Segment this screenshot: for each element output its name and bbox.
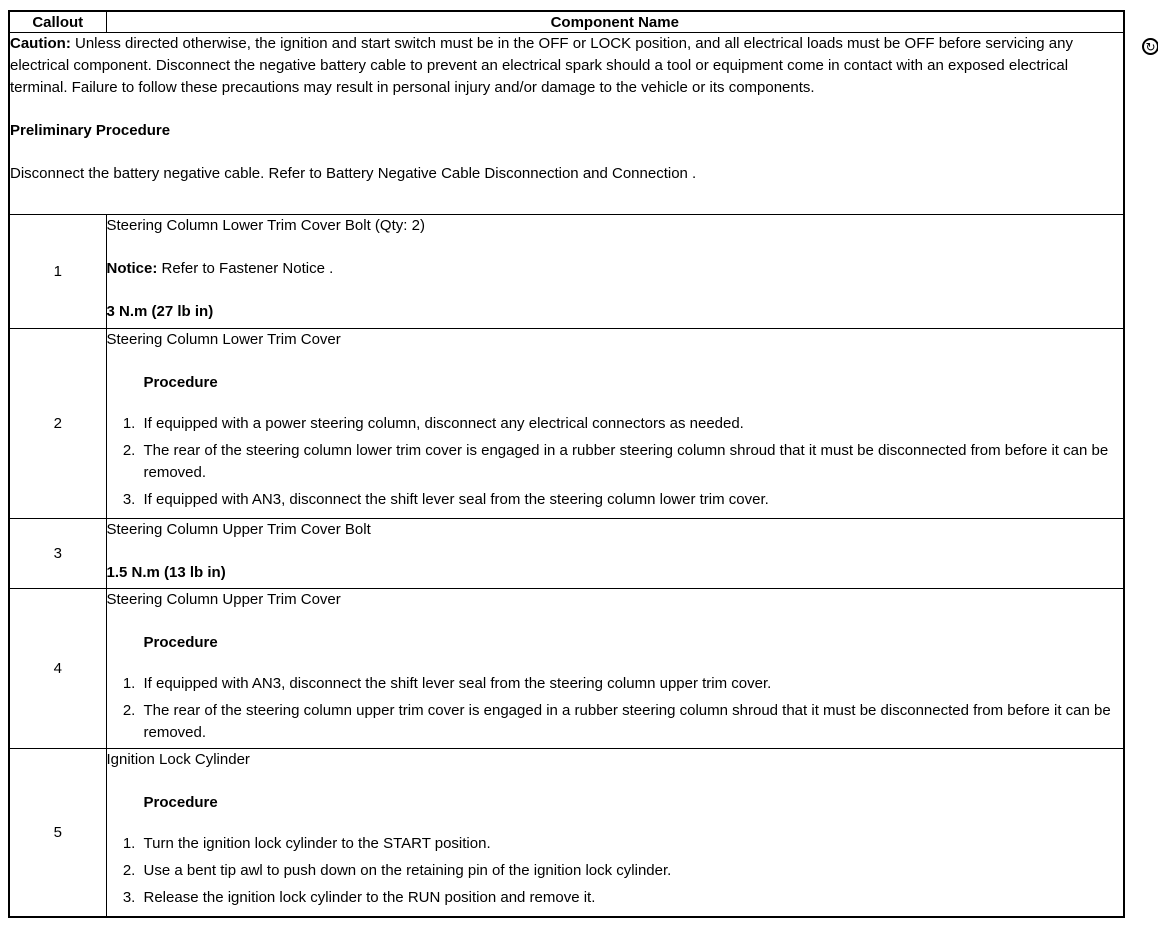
table-row-3 — [9, 519, 1124, 589]
callout-cell-3: 3 — [9, 519, 106, 589]
procedure-steps — [107, 833, 1124, 909]
callout-cell-2: 2 — [9, 329, 106, 519]
torque-spec: 3 N.m (27 lb in) — [106, 303, 214, 320]
notice-text: Refer to Fastener Notice . — [157, 260, 334, 277]
caution-paragraph — [10, 33, 1123, 99]
component-cell-2 — [106, 329, 1124, 519]
procedure-step: 3. Release the ignition lock cylinder to the RUN position and remove it. — [140, 887, 1124, 909]
component-title: Steering Column Lower Trim Cover Bolt (Qty: 2) — [106, 217, 425, 234]
component-cell-1 — [106, 215, 1124, 329]
procedure-heading: Procedure — [143, 634, 218, 651]
callout-cell-5: 5 — [9, 749, 106, 917]
caution-cell — [9, 33, 1124, 215]
procedure-step: 3. If equipped with AN3, disconnect the shift lever seal from the steering column lower trim cover. — [140, 489, 1124, 511]
caution-label: Caution: — [10, 35, 71, 52]
notice-label: Notice: — [106, 260, 158, 277]
procedure-steps — [107, 413, 1124, 511]
component-title: Steering Column Upper Trim Cover — [106, 591, 341, 608]
table-row-5 — [9, 749, 1124, 917]
procedure-step: 2. The rear of the steering column upper trim cover is engaged in a rubber steering column shroud that it must be disconnected from before it can be removed. — [140, 700, 1124, 744]
circled-rotate-icon-glyph: ↻ — [1145, 39, 1156, 54]
table-row-1 — [9, 215, 1124, 329]
procedure-heading: Procedure — [143, 374, 218, 391]
table-header-row — [9, 11, 1124, 33]
caution-row — [9, 33, 1124, 215]
callout-column-header: Callout — [9, 11, 106, 33]
table-row-4 — [9, 589, 1124, 749]
notice-line — [107, 258, 1124, 280]
procedure-step: 1. If equipped with AN3, disconnect the shift lever seal from the steering column upper trim cover. — [140, 673, 1124, 695]
component-table — [8, 10, 1125, 918]
table-row-2 — [9, 329, 1124, 519]
component-cell-3 — [106, 519, 1124, 589]
component-title: Steering Column Lower Trim Cover — [106, 331, 341, 348]
procedure-step: 2. Use a bent tip awl to push down on the retaining pin of the ignition lock cylinder. — [140, 860, 1124, 882]
component-name-column-header: Component Name — [106, 11, 1124, 33]
procedure-step: 1. Turn the ignition lock cylinder to the START position. — [140, 833, 1124, 855]
preliminary-procedure-text: Disconnect the battery negative cable. Refer to Battery Negative Cable Disconnection and Connection . — [10, 165, 697, 182]
procedure-steps — [107, 673, 1124, 744]
caution-text: Unless directed otherwise, the ignition and start switch must be in the OFF or LOCK position, and all electrical loads must be OFF before servicing any electrical component. Disconnect the negative battery cable to prevent an electrical spark should a tool or equipment come in contact with an exposed electrical terminal. Failure to follow these precautions may result in personal injury and/or damage to the vehicle or its components. — [10, 35, 1073, 96]
component-cell-5 — [106, 749, 1124, 917]
component-title: Steering Column Upper Trim Cover Bolt — [106, 521, 371, 538]
circled-rotate-icon[interactable] — [1142, 38, 1158, 55]
callout-cell-4: 4 — [9, 589, 106, 749]
component-cell-4 — [106, 589, 1124, 749]
procedure-step: 1. If equipped with a power steering column, disconnect any electrical connectors as needed. — [140, 413, 1124, 435]
procedure-step: 2. The rear of the steering column lower trim cover is engaged in a rubber steering column shroud that it must be disconnected from before it can be removed. — [140, 440, 1124, 484]
torque-spec: 1.5 N.m (13 lb in) — [106, 564, 226, 581]
callout-cell-1: 1 — [9, 215, 106, 329]
procedure-heading: Procedure — [143, 794, 218, 811]
component-title: Ignition Lock Cylinder — [106, 751, 250, 768]
preliminary-procedure-heading: Preliminary Procedure — [10, 122, 171, 139]
